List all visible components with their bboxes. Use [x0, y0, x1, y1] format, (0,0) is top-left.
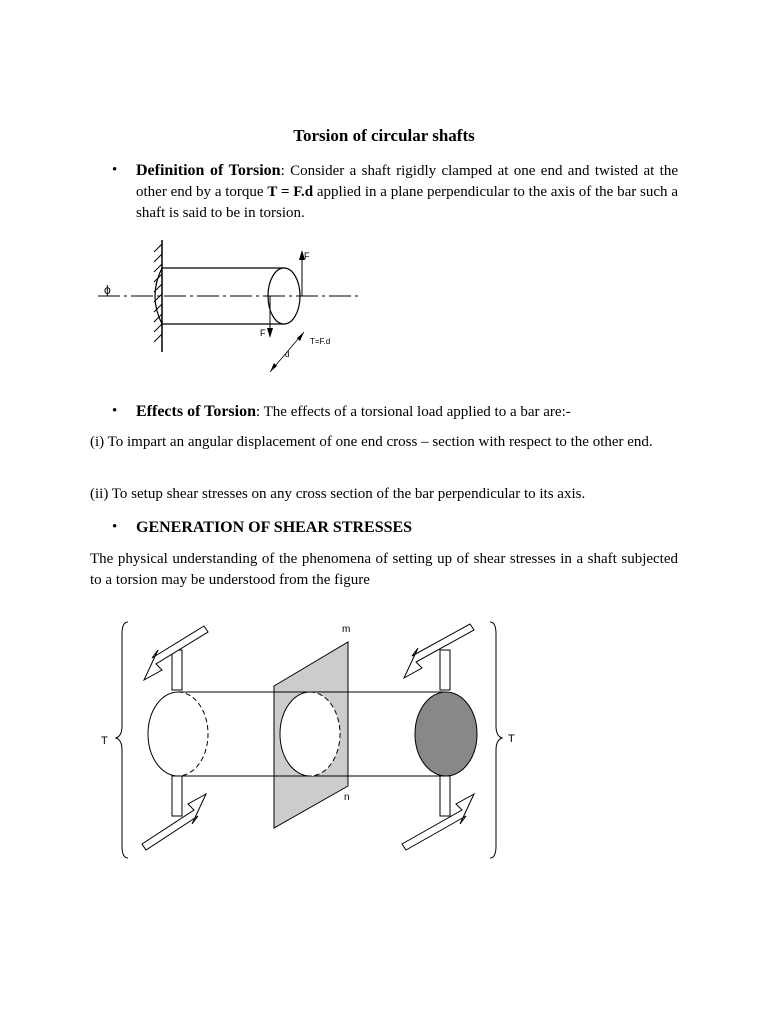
- force-down-arrow-icon: [267, 328, 273, 338]
- shear-paragraph: The physical understanding of the phenomena of setting up of shear stresses in a shaft subjected to a torsion may be understood from the figure: [90, 551, 678, 588]
- torque-label: T=F.d: [310, 337, 331, 346]
- torque-formula: T = F.d: [267, 184, 314, 200]
- effects-text: [136, 401, 678, 423]
- shear-bullet: [112, 517, 678, 539]
- bullet-dot: •: [112, 403, 118, 419]
- arrow-top-right-icon: [404, 624, 474, 678]
- effect-two: (ii) To setup shear stresses on any cross section of the bar perpendicular to its axis.: [90, 486, 586, 502]
- bullet-dot: •: [112, 162, 118, 178]
- effects-heading: Effects of Torsion: [136, 403, 256, 420]
- definition-heading: Definition of Torsion: [136, 162, 281, 179]
- effects-body: : The effects of a torsional load applied to a bar are:-: [256, 404, 571, 420]
- left-brace: [116, 622, 128, 858]
- distance-arrow-b-icon: [297, 332, 304, 341]
- arrow-bottom-right-icon: [402, 794, 474, 850]
- torque-right-label: T: [508, 733, 515, 745]
- effects-bullet: [112, 401, 678, 423]
- definition-bullet: [112, 160, 678, 224]
- left-end-front: [148, 692, 178, 776]
- force-bottom-label: F: [260, 328, 266, 338]
- clamped-shaft-figure: [90, 232, 370, 377]
- distance-arrow-a-icon: [270, 363, 277, 372]
- right-end-face: [415, 692, 477, 776]
- shear-heading: GENERATION OF SHEAR STRESSES: [136, 519, 413, 536]
- page-title: Torsion of circular shafts: [293, 126, 475, 145]
- phi-label: ϕ: [104, 283, 111, 297]
- torque-left-label: T: [101, 735, 108, 747]
- shear-stress-figure: [96, 614, 515, 866]
- definition-body-b: applied in a plane perpendicular to the axis of the bar such a shaft is said to be in torsion.: [136, 184, 678, 221]
- definition-body-a: : Consider a shaft rigidly clamped at one end and twisted at the other end by a torque: [136, 163, 678, 200]
- left-end-back: [178, 692, 208, 776]
- right-brace: [490, 622, 502, 858]
- force-top-label: F: [304, 251, 310, 261]
- plane-label-n: n: [344, 792, 350, 803]
- definition-text: [136, 160, 678, 224]
- effect-one: (i) To impart an angular displacement of one end cross – section with respect to the other end.: [90, 434, 653, 450]
- plane-label-m: m: [342, 624, 351, 635]
- distance-label: d: [285, 350, 290, 359]
- bullet-dot: •: [112, 519, 118, 535]
- shear-heading-wrap: [136, 517, 678, 539]
